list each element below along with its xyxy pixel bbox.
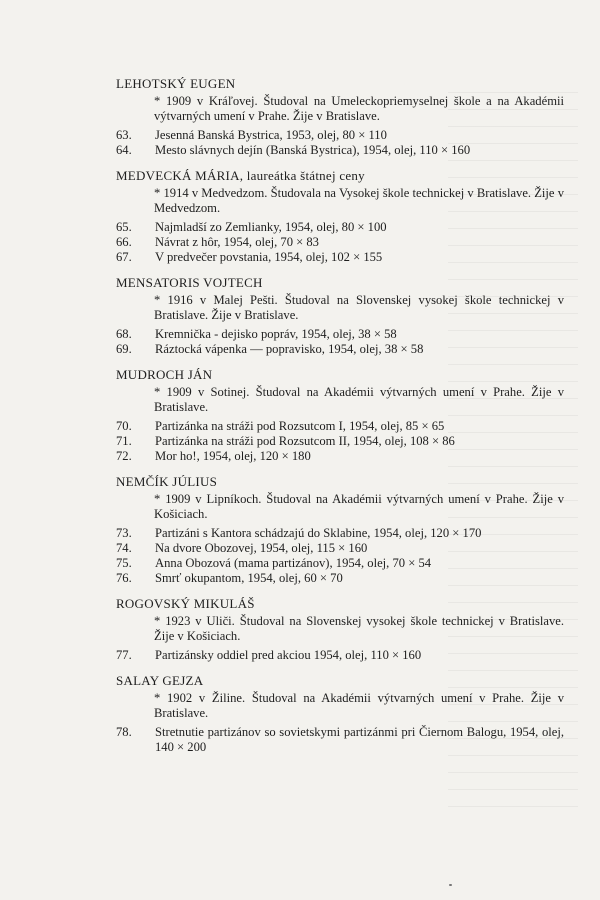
artwork-item xyxy=(116,128,564,143)
print-speck xyxy=(449,884,452,886)
artwork-item xyxy=(116,342,564,357)
artwork-number: 74. xyxy=(116,541,132,555)
artwork-item xyxy=(116,556,564,571)
artwork-item xyxy=(116,648,564,663)
artist-bio: * 1909 v Kráľovej. Študoval na Umeleckopriemyselnej škole a na Akadémii výtvarných umení v Prahe. Žije v Bratislave. xyxy=(154,94,564,123)
artwork-number: 72. xyxy=(116,449,132,463)
artwork-number: 68. xyxy=(116,327,132,341)
artist-name: MENSATORIS VOJTECH xyxy=(116,275,263,290)
artwork-title: Stretnutie partizánov so sovietskymi partizánmi pri Čiernom Balogu, 1954, olej, 140 × 200 xyxy=(155,725,564,754)
artwork-title: Návrat z hôr, 1954, olej, 70 × 83 xyxy=(155,235,319,249)
artwork-number: 67. xyxy=(116,250,132,264)
artwork-number: 77. xyxy=(116,648,132,662)
artwork-title: Partizánka na stráži pod Rozsutcom II, 1954, olej, 108 × 86 xyxy=(155,434,455,448)
artwork-number: 75. xyxy=(116,556,132,570)
artwork-number: 63. xyxy=(116,128,132,142)
artwork-number: 76. xyxy=(116,571,132,585)
artwork-item xyxy=(116,571,564,586)
artist-name: SALAY GEJZA xyxy=(116,673,204,688)
artwork-item xyxy=(116,250,564,265)
artwork-number: 71. xyxy=(116,434,132,448)
artwork-title: Smrť okupantom, 1954, olej, 60 × 70 xyxy=(155,571,343,585)
artwork-number: 66. xyxy=(116,235,132,249)
artwork-number: 65. xyxy=(116,220,132,234)
artwork-number: 70. xyxy=(116,419,132,433)
artwork-number: 69. xyxy=(116,342,132,356)
artwork-item xyxy=(116,541,564,556)
artwork-item xyxy=(116,434,564,449)
artist-name: ROGOVSKÝ MIKULÁŠ xyxy=(116,596,255,611)
artwork-title: Partizánsky oddiel pred akciou 1954, olej, 110 × 160 xyxy=(155,648,422,662)
artist-entry xyxy=(116,596,564,663)
artwork-title: Mor ho!, 1954, olej, 120 × 180 xyxy=(155,449,311,463)
artwork-title: Kremnička - dejisko popráv, 1954, olej, 38 × 58 xyxy=(155,327,397,341)
artist-bio: * 1916 v Malej Pešti. Študoval na Slovenskej vysokej škole technickej v Bratislave. Žije v Bratislave. xyxy=(154,293,564,322)
artwork-title: Jesenná Banská Bystrica, 1953, olej, 80 × 110 xyxy=(155,128,387,142)
artwork-title: V predvečer povstania, 1954, olej, 102 × 155 xyxy=(155,250,383,264)
artwork-item xyxy=(116,220,564,235)
artist-name: MEDVECKÁ MÁRIA, laureátka štátnej ceny xyxy=(116,168,365,183)
artist-name: NEMČÍK JÚLIUS xyxy=(116,474,218,489)
artwork-number: 78. xyxy=(116,725,132,739)
artist-bio: * 1909 v Lipníkoch. Študoval na Akadémii výtvarných umení v Prahe. Žije v Košiciach. xyxy=(154,492,564,521)
artwork-number: 73. xyxy=(116,526,132,540)
artwork-number: 64. xyxy=(116,143,132,157)
artist-entry xyxy=(116,367,564,464)
artist-bio: * 1902 v Žiline. Študoval na Akadémii výtvarných umení v Prahe. Žije v Bratislave. xyxy=(154,691,564,720)
artist-entry xyxy=(116,673,564,755)
artwork-title: Anna Obozová (mama partizánov), 1954, olej, 70 × 54 xyxy=(155,556,432,570)
artist-entry xyxy=(116,474,564,586)
artwork-title: Partizáni s Kantora schádzajú do Sklabine, 1954, olej, 120 × 170 xyxy=(155,526,482,540)
artwork-item xyxy=(116,143,564,158)
artwork-title: Partizánka na stráži pod Rozsutcom I, 1954, olej, 85 × 65 xyxy=(155,419,445,433)
artist-bio: * 1923 v Uliči. Študoval na Slovenskej vysokej škole technickej v Bratislave. Žije v Košiciach. xyxy=(154,614,564,643)
artwork-item xyxy=(116,327,564,342)
artwork-item xyxy=(116,419,564,434)
artwork-title: Na dvore Obozovej, 1954, olej, 115 × 160 xyxy=(155,541,368,555)
artwork-item xyxy=(116,526,564,541)
artwork-item xyxy=(116,235,564,250)
artwork-item xyxy=(116,449,564,464)
artist-entry xyxy=(116,275,564,357)
artwork-title: Najmladší zo Zemlianky, 1954, olej, 80 × 100 xyxy=(155,220,387,234)
artwork-title: Ráztocká vápenka — popravisko, 1954, olej, 38 × 58 xyxy=(155,342,424,356)
artist-bio: * 1909 v Sotinej. Študoval na Akadémii výtvarných umení v Prahe. Žije v Bratislave. xyxy=(154,385,564,414)
artist-entry xyxy=(116,168,564,265)
artwork-item xyxy=(116,725,564,755)
artwork-title: Mesto slávnych dejín (Banská Bystrica), 1954, olej, 110 × 160 xyxy=(155,143,471,157)
artist-list xyxy=(116,76,564,755)
artist-entry xyxy=(116,76,564,158)
artist-bio: * 1914 v Medvedzom. Študovala na Vysokej škole technickej v Bratislave. Žije v Medvedzom. xyxy=(154,186,564,215)
artist-name: MUDROCH JÁN xyxy=(116,367,213,382)
artist-name: LEHOTSKÝ EUGEN xyxy=(116,76,236,91)
